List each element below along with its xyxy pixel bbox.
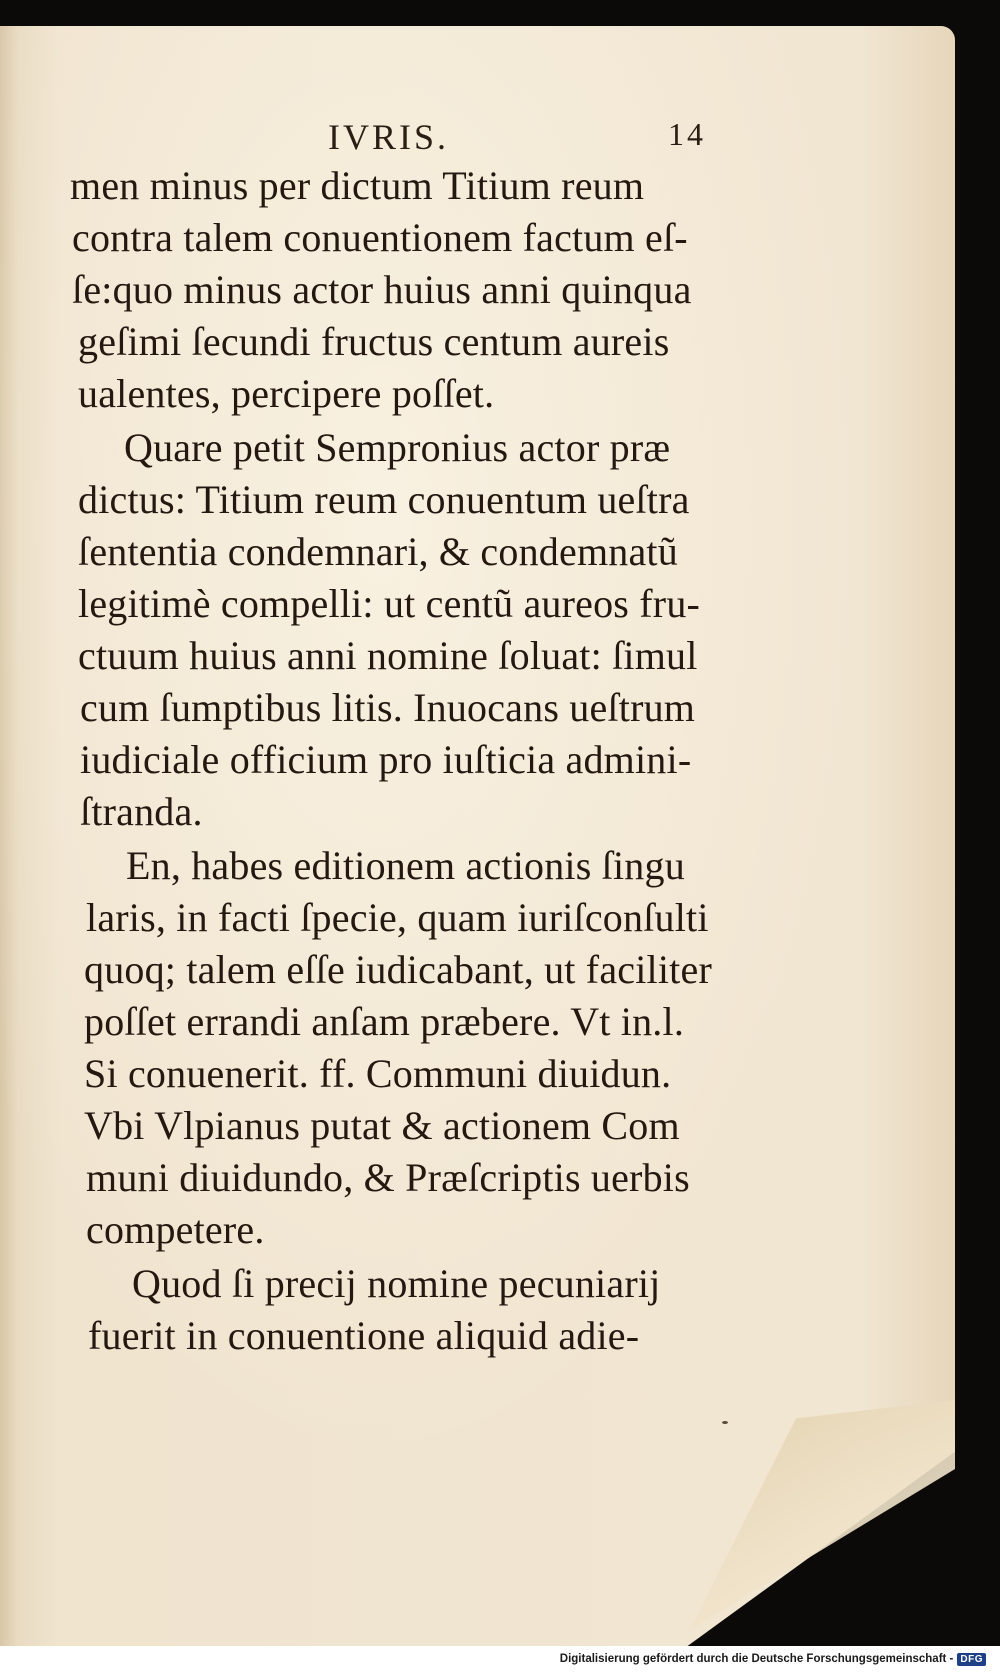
dfg-logo: DFG xyxy=(957,1653,986,1666)
text-line: poſſet errandi anſam præbere. Vt in.l. xyxy=(84,999,685,1044)
text-line: men minus per dictum Titium reum xyxy=(70,163,645,208)
text-line: iudiciale officium pro iuſticia admini- xyxy=(80,737,692,782)
text-line: legitimè compelli: ut centũ aureos fru- xyxy=(78,581,701,626)
text-line: En, habes editionem actionis ſingu xyxy=(126,843,685,888)
text-line: competere. xyxy=(86,1207,265,1252)
running-title: IVRIS. xyxy=(328,117,450,157)
credit-text: Digitalisierung gefördert durch die Deutsche Forschungsgemeinschaft - xyxy=(559,1653,954,1665)
text-line: ctuum huius anni nomine ſoluat: ſimul xyxy=(78,633,698,678)
paper-speck xyxy=(722,1421,728,1424)
text-line: fuerit in conuentione aliquid adie- xyxy=(88,1313,640,1358)
text-line: ſtranda. xyxy=(80,789,203,834)
text-line: laris, in facti ſpecie, quam iuriſconſulti xyxy=(86,895,709,940)
text-line: Quod ſi precij nomine pecuniarij xyxy=(132,1261,661,1306)
text-line: Si conuenerit. ff. Communi diuidun. xyxy=(84,1051,672,1096)
text-line: ſe:quo minus actor huius anni quinqua xyxy=(72,267,692,312)
text-line: muni diuidundo, & Præſcriptis uerbis xyxy=(86,1155,690,1200)
text-line: ualentes, percipere poſſet. xyxy=(78,371,495,416)
text-line: Quare petit Sempronius actor præ xyxy=(124,425,671,470)
text-line: contra talem conuentionem factum eſ- xyxy=(72,215,688,260)
page-number: 14 xyxy=(668,116,706,152)
text-line: Vbi Vlpianus putat & actionem Com xyxy=(84,1103,680,1148)
text-line: dictus: Titium reum conuentum ueſtra xyxy=(78,477,690,522)
text-line: ſententia condemnari, & condemnatũ xyxy=(78,529,678,574)
text-line: quoq; talem eſſe iudicabant, ut faciliter xyxy=(84,947,712,992)
text-line: geſimi ſecundi fructus centum aureis xyxy=(78,319,670,364)
text-line: cum ſumptibus litis. Inuocans ueſtrum xyxy=(80,685,696,730)
digitization-credit xyxy=(556,1646,990,1672)
